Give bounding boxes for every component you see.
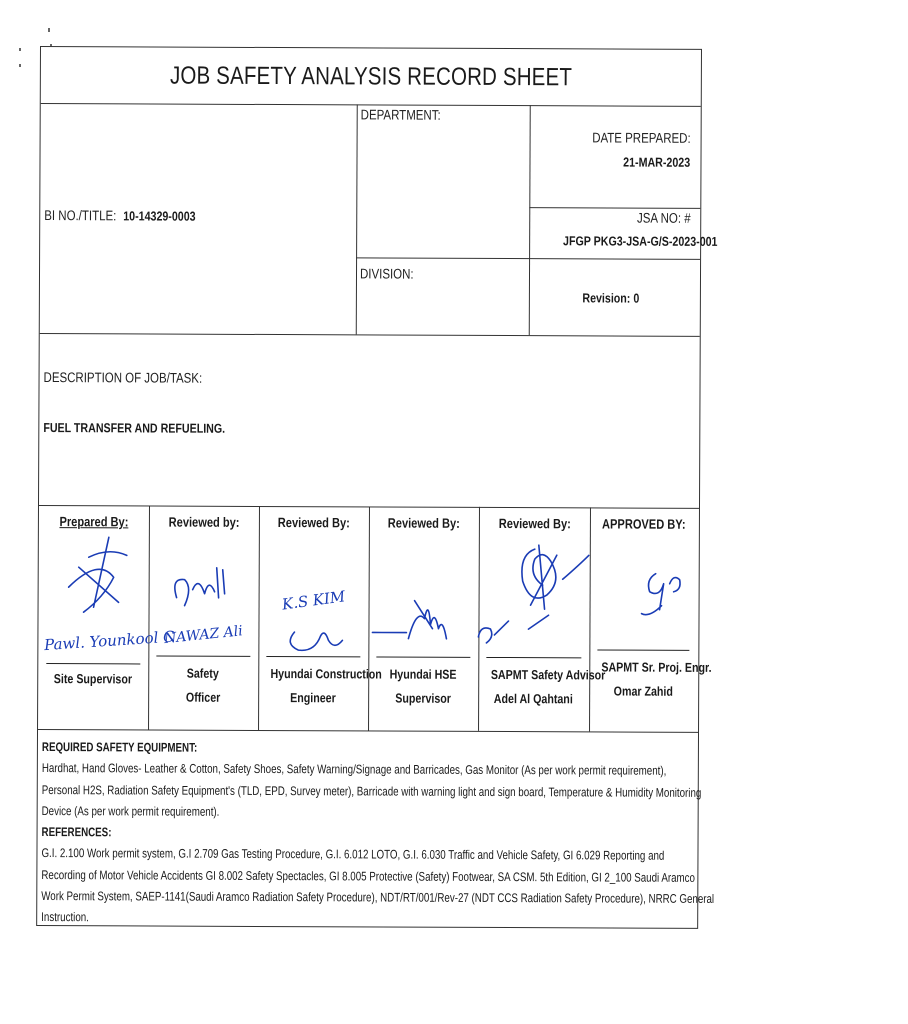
signature-heading: Reviewed By:	[387, 515, 460, 531]
signature-role-line2: Supervisor	[395, 690, 452, 706]
signature-role-line2: Omar Zahid	[613, 683, 673, 699]
signature-handwriting: NAWAZ Ali	[163, 623, 244, 648]
bi-number-cell	[44, 207, 344, 232]
signature-block-reviewed-construction	[258, 506, 382, 730]
division-cell	[360, 265, 520, 290]
scan-speck	[19, 48, 21, 51]
signature-block-reviewed-safety	[148, 505, 259, 729]
equipment-line-3: Device (As per work permit requirement).	[41, 803, 220, 819]
bi-number-value: 10-14329-0003	[123, 208, 196, 224]
scan-speck	[48, 28, 50, 32]
signature-block-reviewed-advisor	[478, 507, 606, 731]
signature-role-line2: Adel Al Qahtani	[494, 690, 574, 707]
signature-mark	[258, 528, 369, 658]
signature-block-prepared	[38, 505, 176, 729]
description-value-cell	[43, 419, 443, 443]
date-prepared-value: 21-MAR-2023	[623, 154, 691, 170]
signature-mark	[148, 527, 259, 657]
date-prepared-label: DATE PREPARED:	[592, 129, 691, 146]
signature-role-line1: SAPMT Safety Advisor	[490, 666, 606, 683]
references-line-3: Work Permit System, SAEP-1141(Saudi Aramco Radiation Safety Procedure), NDT/RT/001/Rev-27 (NDT CCS Radiation Safety Procedure), NRRC General	[41, 889, 715, 907]
references-label: REFERENCES:	[41, 825, 112, 840]
description-label: DESCRIPTION OF JOB/TASK:	[43, 369, 203, 386]
references-line-4: Instruction.	[41, 910, 89, 925]
signature-role-line1: SAPMT Sr. Proj. Engr.	[601, 659, 712, 675]
equipment-line-1: Hardhat, Hand Gloves- Leather & Cotton, Safety Shoes, Safety Warning/Signage and Barricades, Gas Monitor (As per work permit requirement),	[41, 761, 667, 779]
signature-role: Site Supervisor	[54, 671, 133, 687]
jsa-number-cell	[529, 209, 718, 258]
jsa-number-label: JSA NO: #	[636, 209, 691, 226]
division-label: DIVISION:	[359, 265, 414, 282]
department-cell	[361, 106, 521, 131]
date-prepared-cell	[529, 129, 690, 190]
signature-heading: Reviewed By:	[277, 515, 350, 531]
references-line-1: G.I. 2.100 Work permit system, G.I 2.709 Gas Testing Procedure, G.I. 6.012 LOTO, G.I. 6.030 Traffic and Vehicle Safety, GI 6.029 Reporting and	[41, 846, 665, 864]
signature-mark	[589, 529, 698, 659]
signature-role-line2: Officer	[185, 689, 221, 705]
signature-role-line1: Hyundai HSE	[389, 666, 457, 682]
revision-cell	[529, 289, 639, 313]
description-label-cell	[43, 369, 443, 393]
page-title: JOB SAFETY ANALYSIS RECORD SHEET	[169, 61, 572, 91]
jsa-number-value: JFGP PKG3-JSA-G/S-2023-001	[563, 233, 718, 249]
equipment-label: REQUIRED SAFETY EQUIPMENT:	[41, 740, 198, 755]
signature-role-line1: Safety	[187, 665, 220, 681]
signature-heading: APPROVED BY:	[602, 516, 686, 532]
description-value: FUEL TRANSFER AND REFUELING.	[43, 420, 226, 436]
signature-block-approved	[589, 507, 712, 731]
references-line-2: Recording of Motor Vehicle Accidents GI 8.002 Safety Spectacles, GI 8.005 Protective (Safety) Footwear, SA CSM. 5th Edition, GI 2_100 Saudi Aramco	[41, 867, 696, 885]
revision-value: Revision: 0	[581, 290, 639, 306]
title-cell	[41, 47, 701, 106]
signature-mark	[438, 525, 599, 666]
signature-role-line2: Engineer	[290, 690, 336, 706]
scan-speck	[19, 64, 21, 67]
signature-heading: Reviewed By:	[498, 516, 571, 532]
signature-handwriting: Pawl. Younkool C	[43, 627, 176, 655]
signature-handwriting: K.S KIM	[280, 587, 347, 614]
equipment-references-section	[41, 737, 715, 926]
signature-heading: Reviewed by:	[168, 514, 240, 530]
signature-heading: Prepared By:	[59, 514, 129, 530]
jsa-record-sheet	[36, 46, 718, 929]
department-label: DEPARTMENT:	[360, 106, 441, 123]
bi-number-label: BI NO./TITLE:	[44, 207, 117, 224]
signature-role-line1: Hyundai Construction	[270, 666, 382, 682]
signature-mark	[38, 527, 176, 657]
equipment-line-2: Personal H2S, Radiation Safety Equipment's (TLD, EPD, Survey meter), Barricade with warning light and sign board, Temperature & Humidity Monitoring	[41, 782, 702, 800]
